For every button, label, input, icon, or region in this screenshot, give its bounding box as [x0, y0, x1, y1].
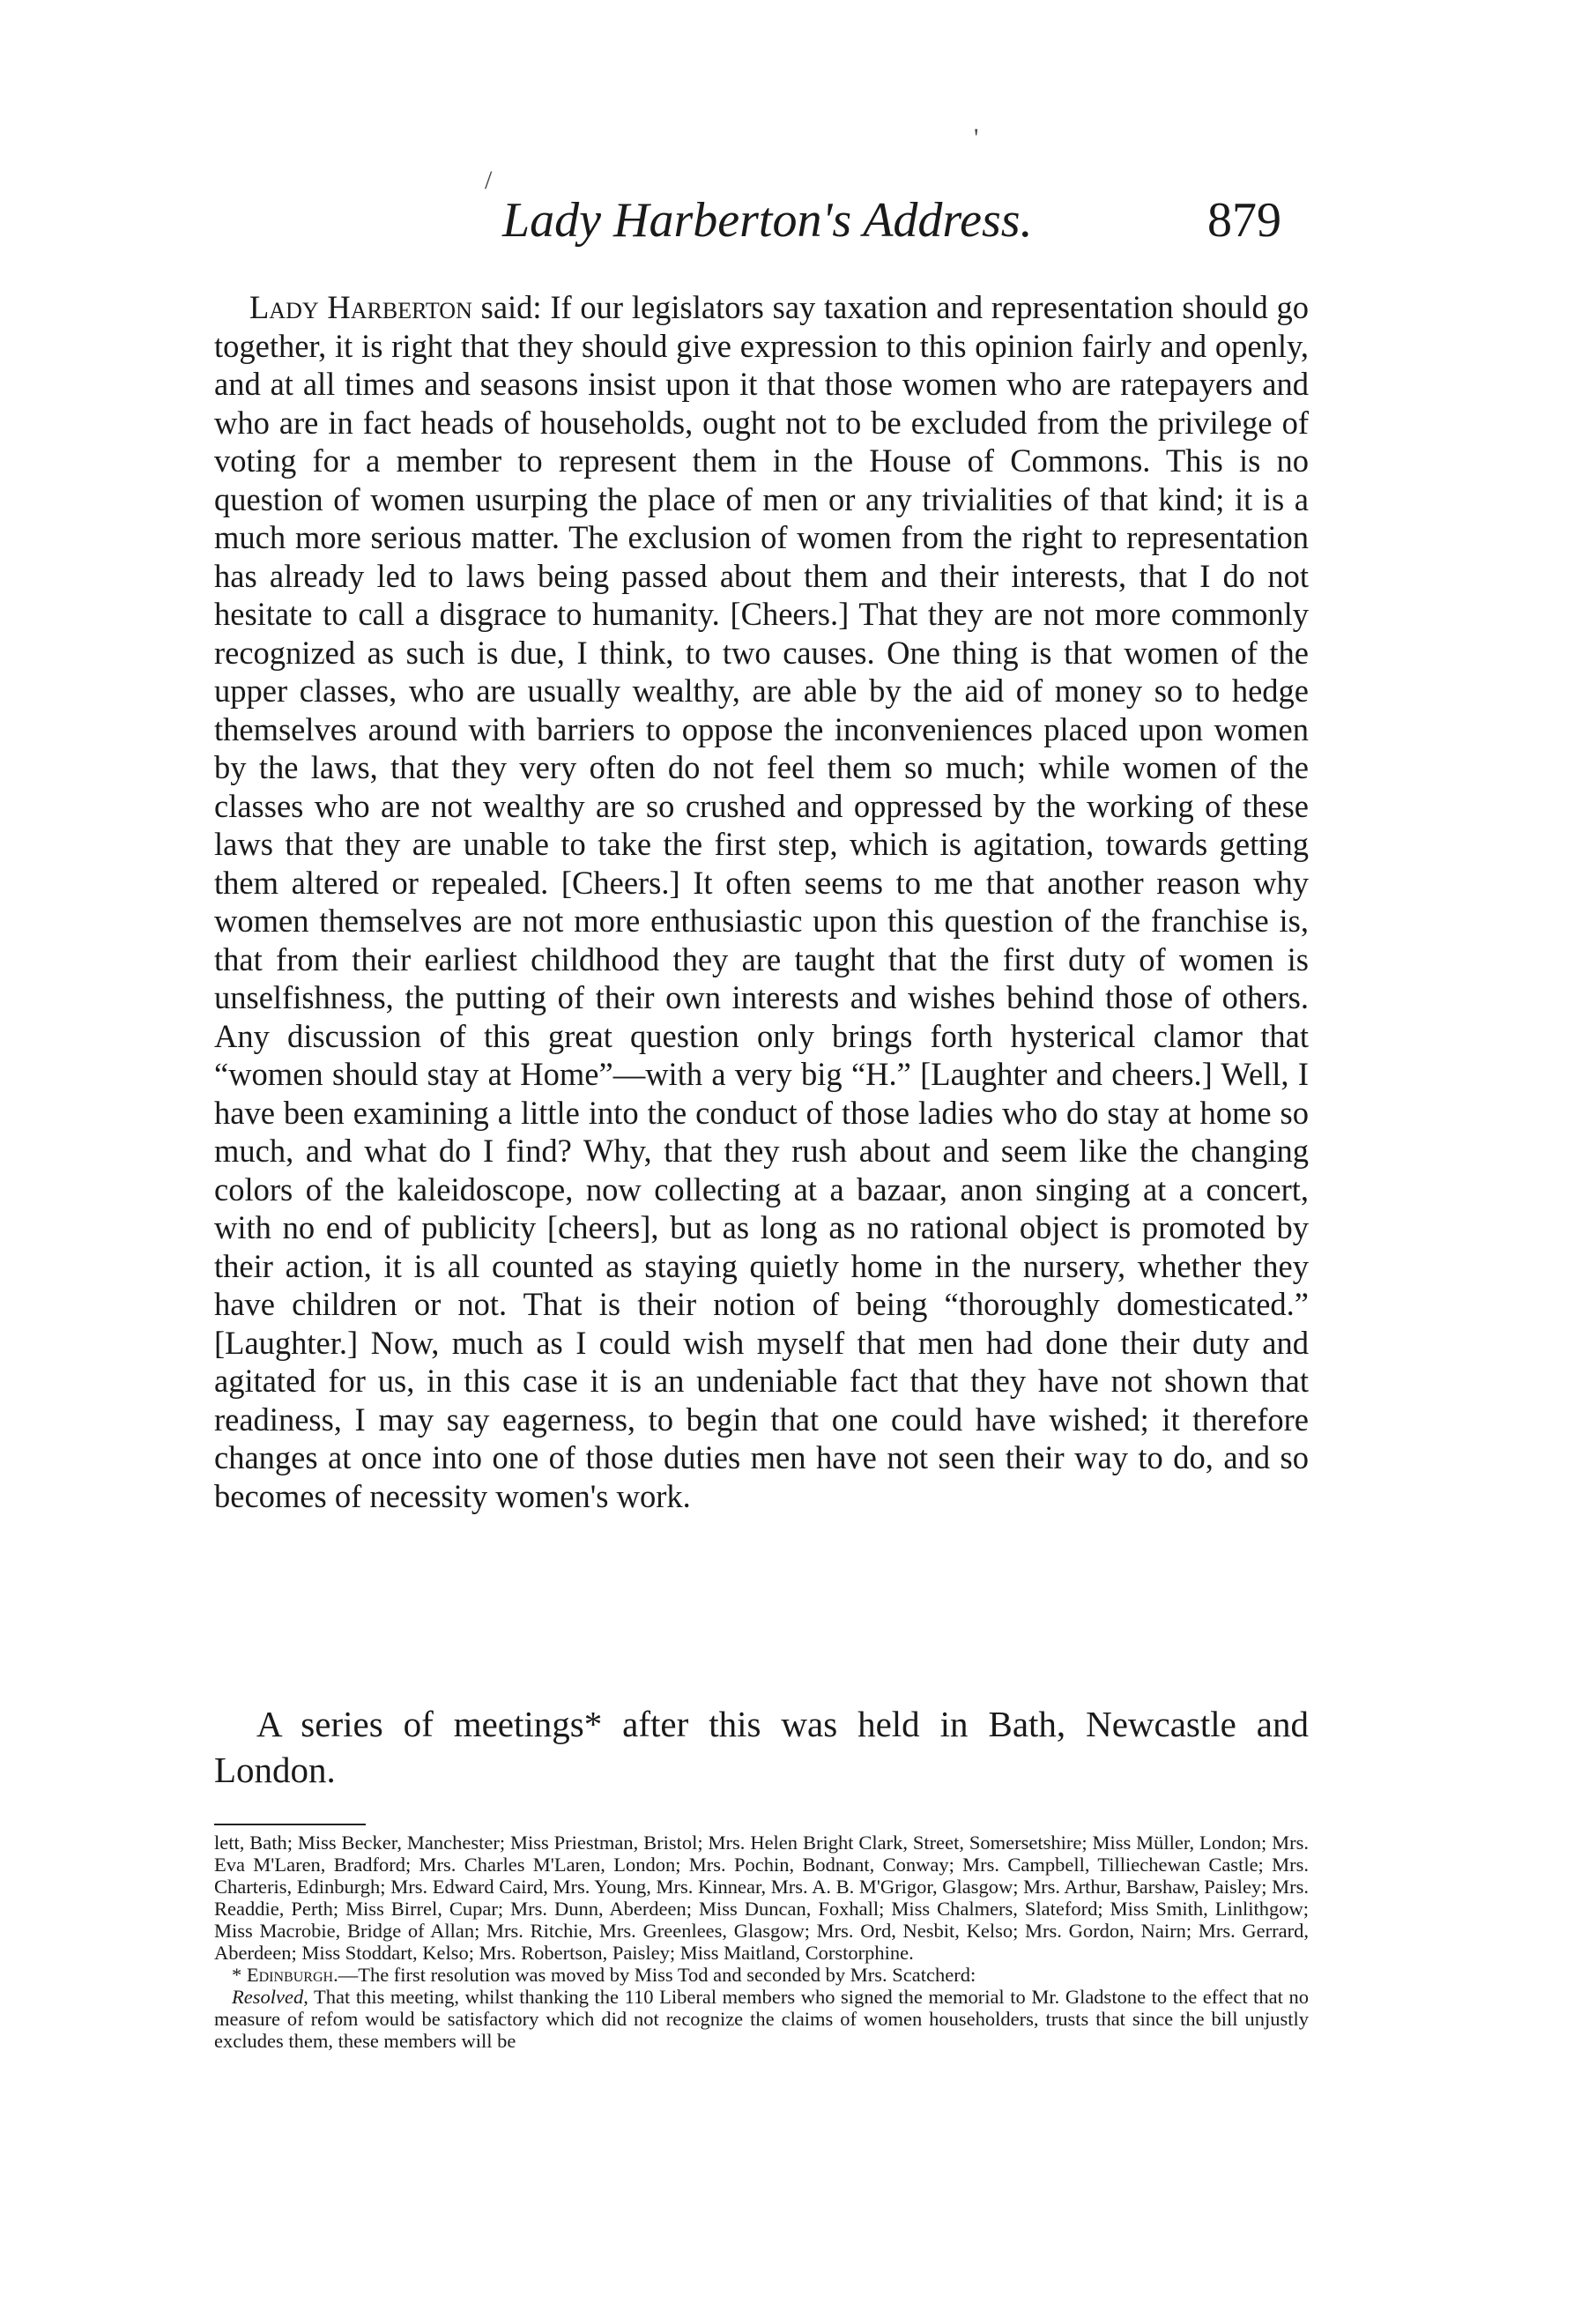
footnote-resolved-word: Resolved [232, 1986, 304, 2008]
footnote-edinburgh-text: .—The first resolution was moved by Miss Tod and seconded by Mrs. Scatcherd: [333, 1964, 976, 1986]
page-header [256, 192, 1313, 254]
footnote-resolution [214, 1986, 1309, 2052]
footnote-list: lett, Bath; Miss Becker, Manchester; Miss Priestman, Bristol; Mrs. Helen Bright Clark, Street, Somersetshire; Miss Müller, London; Mrs. Eva M'Laren, Bradford; Mrs. Charles M'Laren, London; Mrs. Pochin, Bodnant, Conway; Mrs. Campbell, Tilliechewan Castle; Mrs. Charteris, Edinburgh; Mrs. Edward Caird, Mrs. Young, Mrs. Kinnear, Mrs. A. B. M'Grigor, Glasgow; Mrs. Arthur, Barshaw, Paisley; Mrs. Readdie, Perth; Miss Birrel, Cupar; Mrs. Dunn, Aberdeen; Miss Duncan, Foxhall; Miss Chalmers, Slateford; Miss Smith, Linlithgow; Miss Macrobie, Bridge of Allan; Mrs. Ritchie, Mrs. Greenlees, Glasgow; Mrs. Ord, Nesbit, Kelso; Mrs. Gordon, Nairn; Mrs. Gerrard, Aberdeen; Miss Stoddart, Kelso; Mrs. Robertson, Paisley; Miss Maitland, Corstorphine. [214, 1832, 1309, 1964]
footnote-marker: * [583, 1704, 603, 1744]
stray-mark: ' [974, 123, 979, 152]
footnote-edinburgh-place: Edinburgh [246, 1964, 334, 1986]
footnote-edinburgh [214, 1964, 1309, 1986]
footnote-edinburgh-marker: * [232, 1964, 247, 1986]
footnote-resolution-text: , That this meeting, whilst thanking the 110 Liberal members who signed the memorial to Mr. Gladstone to the effect that no measure of refom would be satisfactory which did not recognize the claims of women householders, trusts that since the bill unjustly excludes them, these members will be [214, 1986, 1309, 2052]
footnote-divider [214, 1824, 366, 1825]
stray-mark: / [485, 166, 493, 195]
speech-text: said: If our legislators say taxation and representation should go together, it is right that they should give expression to this opinion fairly and openly, and at all times and seasons insist upon it that those women who are ratepayers and who are in fact heads of households, ought not to be excluded from the privilege of voting for a member to represent them in the House of Commons. This is no question of women usurping the place of men or any trivialities of that kind; it is a much more serious matter. The exclusion of women from the right to representation has already led to laws being passed about them and their interests, that I do not hesitate to call a disgrace to humanity. [Cheers.] That they are not more commonly recognized as such is due, I think, to two causes. One thing is that women of the upper classes, who are usually wealthy, are able by the aid of money so to hedge themselves around with barriers to oppose the inconveniences placed upon women by the laws, that they very often do not feel them so much; while women of the classes who are not wealthy are so crushed and oppressed by the working of these laws that they are unable to take the first step, which is agitation, towards getting them altered or repealed. [Cheers.] It often seems to me that another reason why women themselves are not more enthusiastic upon this question of the franchise is, that from their earliest childhood they are taught that the first duty of women is unselfishness, the putting of their own interests and wishes behind those of others. Any discussion of this great question only brings forth hysterical clamor that “women should stay at Home”—with a very big “H.” [Laughter and cheers.] Well, I have been examining a little into the conduct of those ladies who do stay at home so much, and what do I find? Why, that they rush about and seem like the changing colors of the kaleidoscope, now collecting at a bazaar, anon singing at a concert, with no end of publicity [cheers], but as long as no rational object is promoted by their action, it is all counted as staying quietly home in the nursery, whether they have children or not. That is their notion of being “thoroughly domesticated.” [Laughter.] Now, much as I could wish myself that men had done their duty and agitated for us, in this case it is an undeniable fact that they have not shown that readiness, I may say eagerness, to begin that one could have wished; it therefore changes at once into one of those duties men have not seen their way to do, and so becomes of necessity women's work. [214, 289, 1309, 1514]
speaker-name: Lady Harberton [249, 289, 472, 325]
narrative-text: A series of meetings [256, 1704, 584, 1744]
running-head: Lady Harberton's Address. [502, 193, 1033, 248]
speech-paragraph [214, 288, 1309, 1515]
page-number: 879 [1207, 193, 1281, 248]
footnotes [214, 1832, 1309, 2052]
narrative-paragraph [214, 1701, 1309, 1793]
narrative-text-continued: after this was held in Bath, Newcastle and London. [214, 1704, 1309, 1790]
